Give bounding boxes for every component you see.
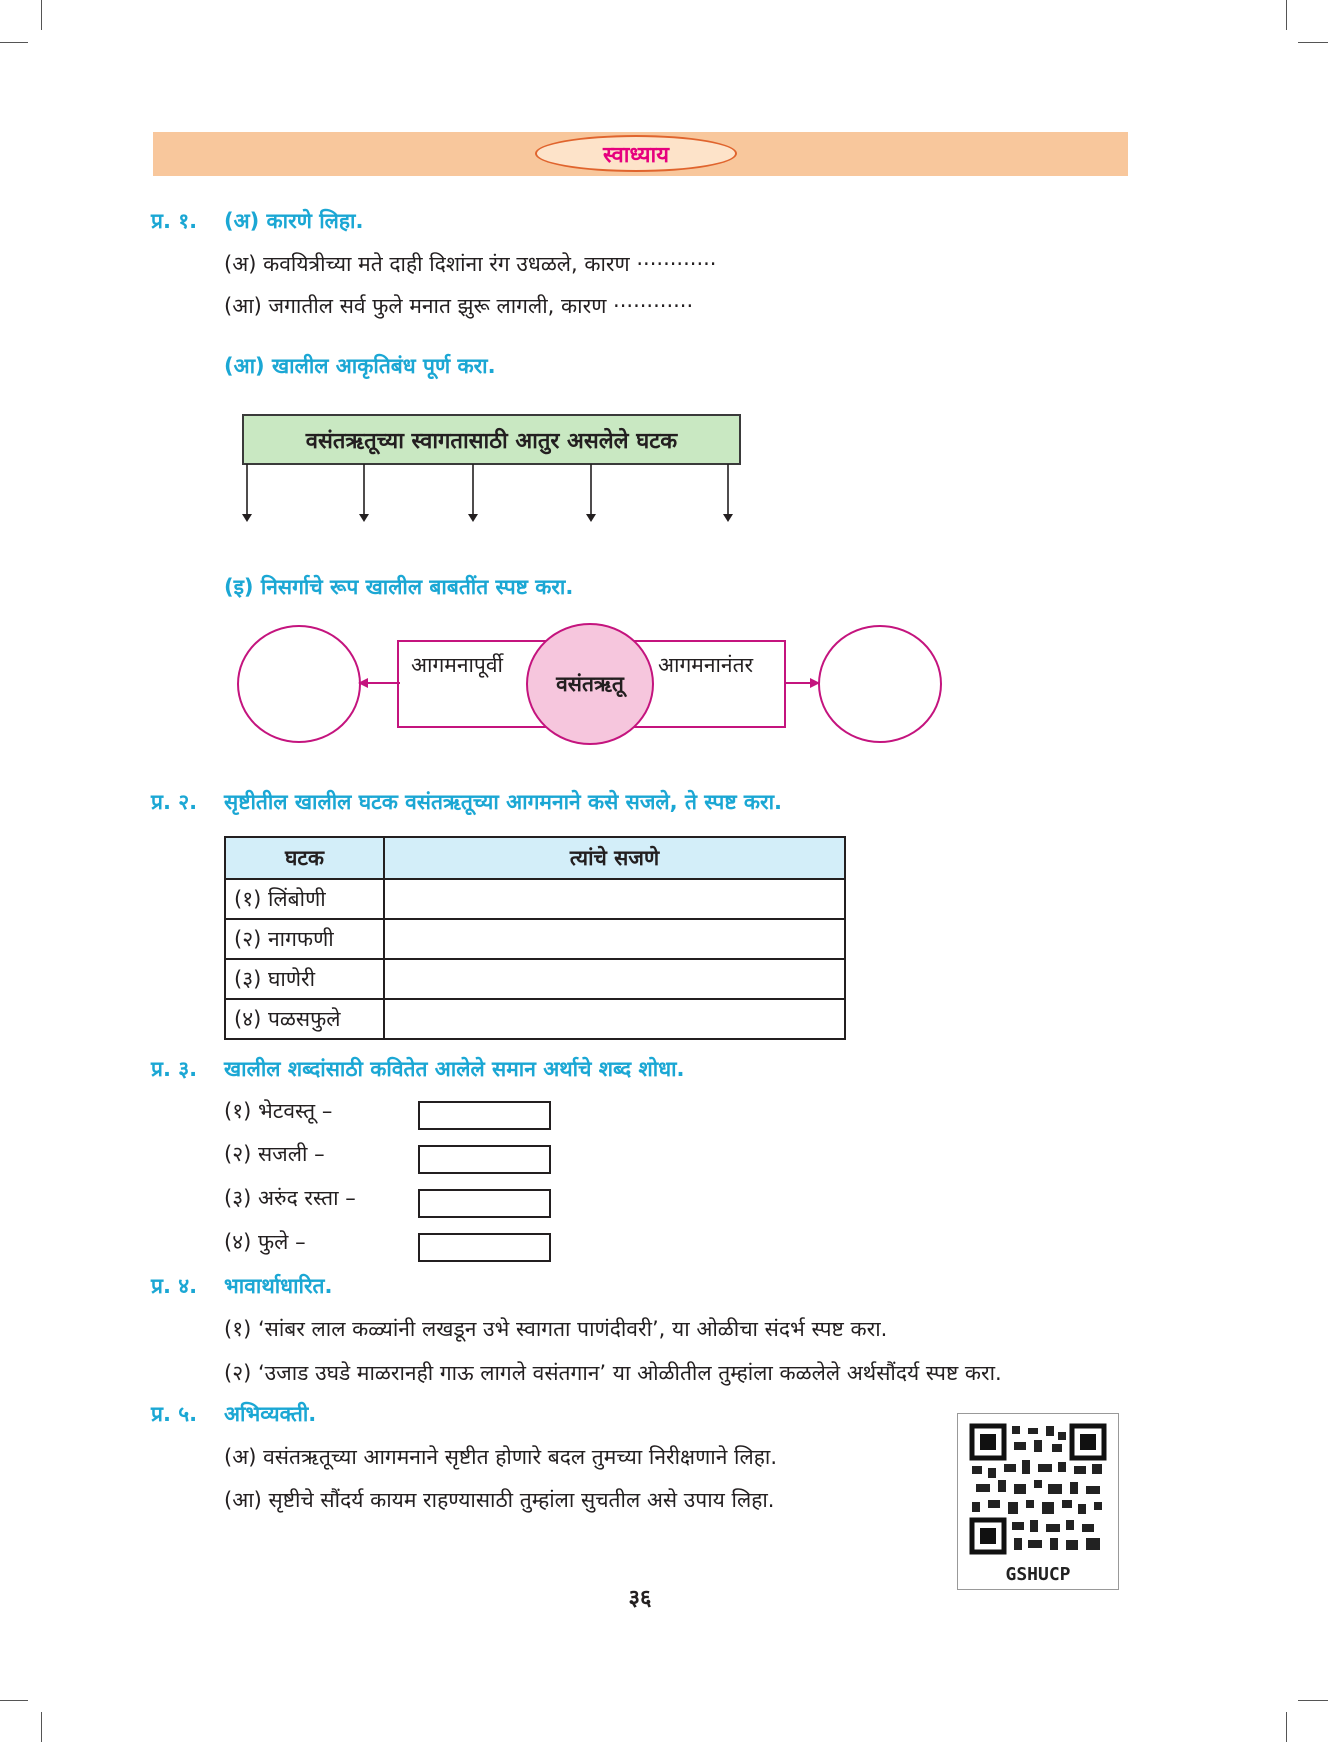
q3-label: खालील शब्दांसाठी कवितेत आलेले समान अर्थाचे शब्द शोधा.: [224, 1057, 685, 1081]
right-blank-circle: [818, 625, 942, 743]
decoration-table: [224, 836, 846, 1040]
branch-arrows: [240, 464, 750, 526]
crop-mark: [0, 1700, 28, 1701]
table-header: त्यांचे सजणे: [384, 837, 845, 879]
table-cell: (१) लिंबोणी: [225, 879, 384, 919]
before-label: आगमनापूर्वी: [411, 653, 503, 677]
q1-part-c-label: (इ) निसर्गाचे रूप खालील बाबतींत स्पष्ट करा.: [224, 575, 574, 599]
q3-item: (१) भेटवस्तू –: [224, 1099, 333, 1123]
q1-a-item: (अ) कवयित्रीच्या मते दाही दिशांना रंग उधळले, कारण ············: [224, 252, 717, 276]
table-cell: (३) घाणेरी: [225, 959, 384, 999]
question-number: प्र. ५.: [151, 1402, 198, 1426]
table-row: [225, 919, 845, 959]
q5-label: अभिव्यक्ती.: [224, 1402, 317, 1426]
question-number: प्र. ३.: [151, 1057, 198, 1081]
concept-box: वसंतऋतूच्या स्वागतासाठी आतुर असलेले घटक: [242, 414, 741, 465]
q2-label: सृष्टीतील खालील घटक वसंतऋतूच्या आगमनाने कसे सजले, ते स्पष्ट करा.: [224, 790, 783, 814]
left-arrow: [358, 675, 402, 691]
answer-box: [418, 1189, 551, 1218]
right-arrow: [784, 675, 820, 691]
answer-box: [418, 1233, 551, 1262]
table-row: [225, 999, 845, 1039]
crop-mark: [1286, 0, 1287, 30]
table-row: [225, 959, 845, 999]
q1-part-a-label: (अ) कारणे लिहा.: [224, 209, 364, 233]
answer-box: [418, 1101, 551, 1130]
crop-mark: [1286, 1712, 1287, 1742]
q5-item: (आ) सृष्टीचे सौंदर्य कायम राहण्यासाठी तुम्हांला सुचतील असे उपाय लिहा.: [224, 1488, 775, 1512]
crop-mark: [1298, 1700, 1328, 1701]
page-number: ३६: [628, 1586, 652, 1611]
q3-item: (३) अरुंद रस्ता –: [224, 1186, 356, 1210]
q4-item: (२) ‘उजाड उघडे माळरानही गाऊ लागले वसंतगान’ या ओळीतील तुम्हांला कळलेले अर्थसौंदर्य स्पष्ट करा.: [224, 1361, 1002, 1385]
q5-item: (अ) वसंतऋतूच्या आगमनाने सृष्टीत होणारे बदल तुमच्या निरीक्षणाने लिहा.: [224, 1445, 777, 1469]
answer-cell: [384, 879, 845, 919]
q4-item: (१) ‘सांबर लाल कळ्यांनी लखडून उभे स्वागता पाणंदीवरी’, या ओळीचा संदर्भ स्पष्ट करा.: [224, 1317, 888, 1341]
crop-mark: [0, 42, 28, 43]
question-number: प्र. २.: [151, 790, 198, 814]
table-row: [225, 879, 845, 919]
q3-item: (२) सजली –: [224, 1142, 325, 1166]
qr-code[interactable]: [957, 1413, 1119, 1590]
answer-cell: [384, 959, 845, 999]
left-blank-circle: [237, 625, 361, 743]
answer-box: [418, 1145, 551, 1174]
page-title: स्वाध्याय: [535, 135, 737, 172]
after-label: आगमनानंतर: [658, 653, 754, 677]
crop-mark: [41, 0, 42, 30]
q3-item: (४) फुले –: [224, 1230, 306, 1254]
crop-mark: [1298, 42, 1328, 43]
crop-mark: [41, 1712, 42, 1742]
table-header-row: [225, 837, 845, 879]
answer-cell: [384, 919, 845, 959]
question-number: प्र. १.: [151, 209, 198, 233]
q1-part-b-label: (आ) खालील आकृतिबंध पूर्ण करा.: [224, 354, 496, 378]
answer-cell: [384, 999, 845, 1039]
table-header: घटक: [225, 837, 384, 879]
qr-code-label: GSHUCP: [1005, 1564, 1071, 1585]
table-cell: (२) नागफणी: [225, 919, 384, 959]
table-cell: (४) पळसफुले: [225, 999, 384, 1039]
q4-label: भावार्थाधारित.: [224, 1274, 333, 1298]
center-circle: वसंतऋतू: [526, 623, 654, 745]
question-number: प्र. ४.: [151, 1274, 198, 1298]
q1-a-item: (आ) जगातील सर्व फुले मनात झुरू लागली, कारण ············: [224, 294, 694, 318]
qr-code-icon: [958, 1414, 1118, 1564]
